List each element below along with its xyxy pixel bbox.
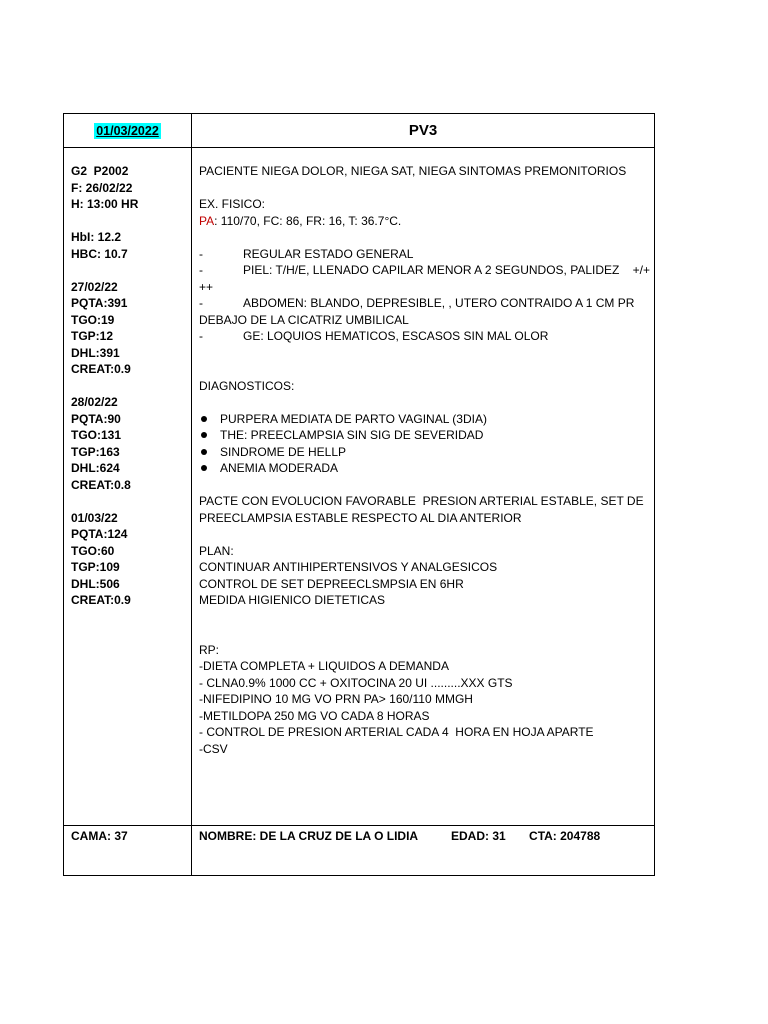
exam-item: - REGULAR ESTADO GENERAL <box>199 246 414 261</box>
note-title: PV3 <box>408 122 438 139</box>
date-cell <box>64 114 191 147</box>
lab-value: DHL:624 <box>71 461 120 475</box>
diagnosis-heading: DIAGNOSTICOS: <box>199 378 295 393</box>
birth-time: H: 13:00 HR <box>71 197 139 211</box>
lab-value: TGO:131 <box>71 428 122 442</box>
bed-number: CAMA: 37 <box>71 829 128 843</box>
patient-age: EDAD: 31 <box>451 829 506 843</box>
patient-name: NOMBRE: DE LA CRUZ DE LA O LIDIA <box>199 829 418 843</box>
lab-date: 28/02/22 <box>71 395 118 409</box>
lab-value: CREAT:0.9 <box>71 362 131 376</box>
prescription-item: - CLNA0.9% 1000 CC + OXITOCINA 20 UI .........XXX GTS <box>199 675 513 690</box>
lab-results-column <box>71 163 187 609</box>
hemoglobin-initial: HbI: 12.2 <box>71 230 122 244</box>
lab-value: DHL:506 <box>71 576 120 591</box>
vitals-values: : 110/70, FC: 86, FR: 16, T: 36.7°C. <box>214 213 402 228</box>
hemoglobin-control: HBC: 10.7 <box>71 246 128 261</box>
prescription-item: -METILDOPA 250 MG VO CADA 8 HORAS <box>199 708 430 723</box>
bullet-icon <box>201 449 207 455</box>
lab-value: DHL:391 <box>71 345 120 360</box>
plan-item: CONTROL DE SET DEPREECLSMPSIA EN 6HR <box>199 576 464 591</box>
footer-divider <box>64 825 654 826</box>
lab-date: 27/02/22 <box>71 279 118 294</box>
header-divider <box>64 147 654 148</box>
diagnosis-item: SINDROME DE HELLP <box>199 444 649 461</box>
lab-group <box>71 510 187 609</box>
plan-item: CONTINUAR ANTIHIPERTENSIVOS Y ANALGESICOS <box>199 560 498 574</box>
exam-item: - GE: LOQUIOS HEMATICOS, ESCASOS SIN MAL OLOR <box>199 329 549 343</box>
lab-value: CREAT:0.8 <box>71 477 131 492</box>
prescription-item: -NIFEDIPINO 10 MG VO PRN PA> 160/110 MMGH <box>199 692 473 706</box>
diagnosis-item: ANEMIA MODERADA <box>199 460 649 477</box>
patient-account: CTA: 204788 <box>529 829 601 843</box>
diagnosis-item: THE: PREECLAMPSIA SIN SIG DE SEVERIDAD <box>199 427 649 444</box>
progress-note-column <box>199 163 649 757</box>
chief-complaint: PACIENTE NIEGA DOLOR, NIEGA SAT, NIEGA SINTOMAS PREMONITORIOS <box>199 164 627 178</box>
vital-signs <box>199 213 649 230</box>
lab-value: TGP:163 <box>71 444 120 459</box>
lab-value: TGO:60 <box>71 543 115 558</box>
bullet-icon <box>201 432 207 438</box>
exam-item: - PIEL: T/H/E, LLENADO CAPILAR MENOR A 2 SEGUNDOS, PALIDEZ +/+ <box>199 263 651 277</box>
lab-value: PQTA:90 <box>71 411 121 426</box>
vitals-prefix: PA <box>199 213 215 228</box>
prescription-item: -DIETA COMPLETA + LIQUIDOS A DEMANDA <box>199 659 449 673</box>
exam-item-continuation: DEBAJO DE LA CICATRIZ UMBILICAL <box>199 312 409 327</box>
note-date: 01/03/2022 <box>96 123 159 138</box>
lab-group <box>71 394 187 493</box>
birth-date: F: 26/02/22 <box>71 180 133 195</box>
lab-value: CREAT:0.9 <box>71 593 131 607</box>
column-divider <box>191 114 192 875</box>
plan-item: MEDIDA HIGIENICO DIETETICAS <box>199 593 386 607</box>
prescription-heading: RP: <box>199 642 220 657</box>
patient-info <box>199 829 600 843</box>
exam-item-continuation: ++ <box>199 279 214 294</box>
lab-value: TGP:12 <box>71 329 114 343</box>
exam-item: - ABDOMEN: BLANDO, DEPRESIBLE, , UTERO CONTRAIDO A 1 CM PR <box>199 296 635 310</box>
evolution-line: PREECLAMPSIA ESTABLE RESPECTO AL DIA ANTERIOR <box>199 510 522 525</box>
lab-value: TGP:109 <box>71 560 120 574</box>
lab-value: TGO:19 <box>71 312 115 327</box>
lab-value: PQTA:391 <box>71 296 128 310</box>
clinical-note-table <box>63 113 655 876</box>
lab-value: PQTA:124 <box>71 527 128 541</box>
lab-date: 01/03/22 <box>71 510 118 525</box>
plan-heading: PLAN: <box>199 543 234 558</box>
exam-heading: EX. FISICO: <box>199 197 266 211</box>
obstetric-history: G2 P2002 <box>71 164 129 178</box>
diagnosis-item: PURPERA MEDIATA DE PARTO VAGINAL (3DIA) <box>199 411 649 428</box>
bullet-icon <box>201 465 207 471</box>
prescription-item: -CSV <box>199 741 228 756</box>
lab-group <box>71 279 187 378</box>
prescription-item: - CONTROL DE PRESION ARTERIAL CADA 4 HORA EN HOJA APARTE <box>199 725 594 739</box>
evolution-line: PACTE CON EVOLUCION FAVORABLE PRESION ARTERIAL ESTABLE, SET DE <box>199 494 644 508</box>
bullet-icon <box>201 416 207 422</box>
